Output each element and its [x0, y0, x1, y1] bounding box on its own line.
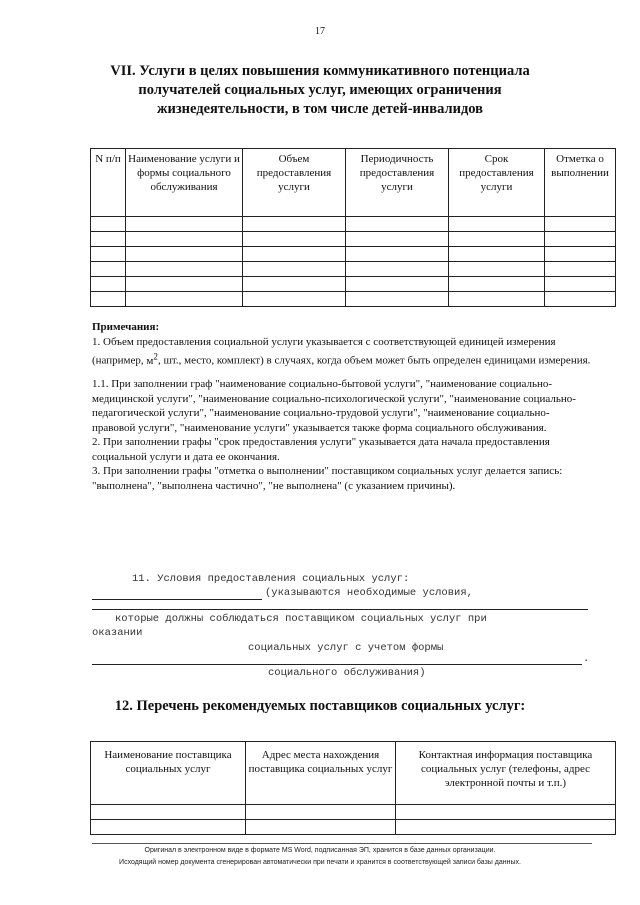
services-table-cell — [449, 262, 545, 277]
providers-table — [90, 741, 616, 835]
services-table-cell — [545, 247, 616, 262]
providers-table-cell — [246, 820, 396, 835]
section-7-title-line-3: жизнедеятельности, в том числе детей-инвалидов — [156, 101, 484, 117]
page-number: 17 — [315, 26, 325, 37]
services-table-cell — [346, 247, 449, 262]
header-service-name: Наименование услуги и формы социального обслуживания — [126, 149, 243, 217]
services-table-cell — [91, 277, 126, 292]
services-table-cell — [91, 217, 126, 232]
services-table-cell — [346, 217, 449, 232]
services-table-cell — [126, 217, 243, 232]
header-provider-contacts: Контактная информация поставщика социальных услуг (телефоны, адрес электронной почты и т.п.) — [396, 742, 616, 805]
note-1-1: 1.1. При заполнении граф "наименование социально-бытовой услуги", "наименование социально-медицинской услуги", "наименование социально-психологической услуги", "наименование социально-педагогической услуги", "наименование социально-трудовой услуги", "наименование социально-правовой услуги", "наименование услуги" указывается также форма социального обслуживания. — [92, 378, 576, 434]
section-11-line-6: социального обслуживания) — [268, 667, 426, 679]
providers-table-cell — [246, 805, 396, 820]
section-7-title — [70, 62, 570, 119]
services-table-cell — [91, 292, 126, 307]
providers-table-row — [91, 820, 616, 835]
services-table-cell — [545, 217, 616, 232]
services-table-cell — [449, 277, 545, 292]
section-11-end-dot: . — [583, 653, 590, 665]
services-table-cell — [91, 247, 126, 262]
section-11-line-3: которые должны соблюдаться поставщиком социальных услуг при — [115, 613, 487, 625]
services-table-cell — [126, 262, 243, 277]
providers-table-cell — [396, 805, 616, 820]
services-table-cell — [91, 262, 126, 277]
services-table-row — [91, 292, 616, 307]
services-table-cell — [243, 277, 346, 292]
notes-block — [92, 320, 592, 493]
note-1: 1. Объем предоставления социальной услуги указывается с соответствующей единицей измерения (например, $м^2$, шт., место, комплект) в случаях, когда объем может быть определен единицами измерения. — [92, 335, 591, 367]
services-table-cell — [545, 277, 616, 292]
footer-divider — [92, 843, 592, 844]
header-periodicity: Периодичность предоставления услуги — [346, 149, 449, 217]
services-table-row — [91, 247, 616, 262]
services-table-cell — [126, 292, 243, 307]
services-table-cell — [243, 247, 346, 262]
header-provider-name: Наименование поставщика социальных услуг — [91, 742, 246, 805]
services-table-cell — [449, 292, 545, 307]
services-table-cell — [545, 232, 616, 247]
services-table-cell — [126, 247, 243, 262]
services-table-cell — [449, 247, 545, 262]
services-table-cell — [243, 262, 346, 277]
footer-line-1: Оригинал в электронном виде в формате MS Word, подписанная ЭП, хранится в базе данных организации. — [144, 847, 496, 854]
services-table-row — [91, 232, 616, 247]
services-table-cell — [126, 277, 243, 292]
fill-line-2 — [92, 609, 588, 610]
services-table-header-row — [91, 149, 616, 217]
fill-line-1 — [92, 599, 262, 600]
header-provider-address: Адрес места нахождения поставщика социальных услуг — [246, 742, 396, 805]
section-7-title-line-1: VII. Услуги в целях повышения коммуникативного потенциала — [110, 63, 530, 79]
fill-line-3 — [92, 664, 582, 665]
header-term: Срок предоставления услуги — [449, 149, 545, 217]
providers-table-row — [91, 805, 616, 820]
services-table-cell — [346, 277, 449, 292]
services-table-cell — [346, 292, 449, 307]
services-table-cell — [126, 232, 243, 247]
note-3: 3. При заполнении графы "отметка о выполнении" поставщиком социальных услуг делается запись: "выполнена", "выполнена частично", "не выполнена" (с указанием причины). — [92, 465, 563, 492]
services-table-cell — [91, 232, 126, 247]
section-11-line-4: оказании — [92, 627, 143, 639]
providers-table-cell — [91, 805, 246, 820]
unit-square-meter: $м^2$ — [146, 351, 158, 367]
header-number: N п/п — [91, 149, 126, 217]
services-table-row — [91, 277, 616, 292]
services-table — [90, 148, 616, 307]
services-table-cell — [243, 217, 346, 232]
services-table-cell — [243, 292, 346, 307]
providers-table-header-row — [91, 742, 616, 805]
footer-line-2: Исходящий номер документа сгенерирован автоматически при печати и хранится в соответствующей записи базы данных. — [119, 859, 521, 866]
services-table-cell — [545, 262, 616, 277]
services-table-cell — [449, 217, 545, 232]
services-table-cell — [449, 232, 545, 247]
services-table-row — [91, 217, 616, 232]
section-7-title-line-2: получателей социальных услуг, имеющих ограничения — [138, 82, 502, 98]
section-11-line-2: (указываются необходимые условия, — [265, 587, 473, 599]
header-completion-mark: Отметка о выполнении — [545, 149, 616, 217]
notes-heading: Примечания: — [92, 321, 160, 333]
section-12-title: 12. Перечень рекомендуемых поставщиков социальных услуг: — [114, 698, 526, 714]
note-2: 2. При заполнении графы "срок предоставления услуги" указывается дата начала предоставления социальной услуги и дата ее окончания. — [92, 436, 550, 463]
services-table-cell — [545, 292, 616, 307]
services-table-cell — [243, 232, 346, 247]
section-11-line-5: социальных услуг с учетом формы — [248, 642, 444, 654]
services-table-cell — [346, 262, 449, 277]
services-table-row — [91, 262, 616, 277]
providers-table-cell — [91, 820, 246, 835]
services-table-cell — [346, 232, 449, 247]
providers-table-cell — [396, 820, 616, 835]
section-11-heading: 11. Условия предоставления социальных услуг: — [132, 573, 410, 585]
header-volume: Объем предоставления услуги — [243, 149, 346, 217]
